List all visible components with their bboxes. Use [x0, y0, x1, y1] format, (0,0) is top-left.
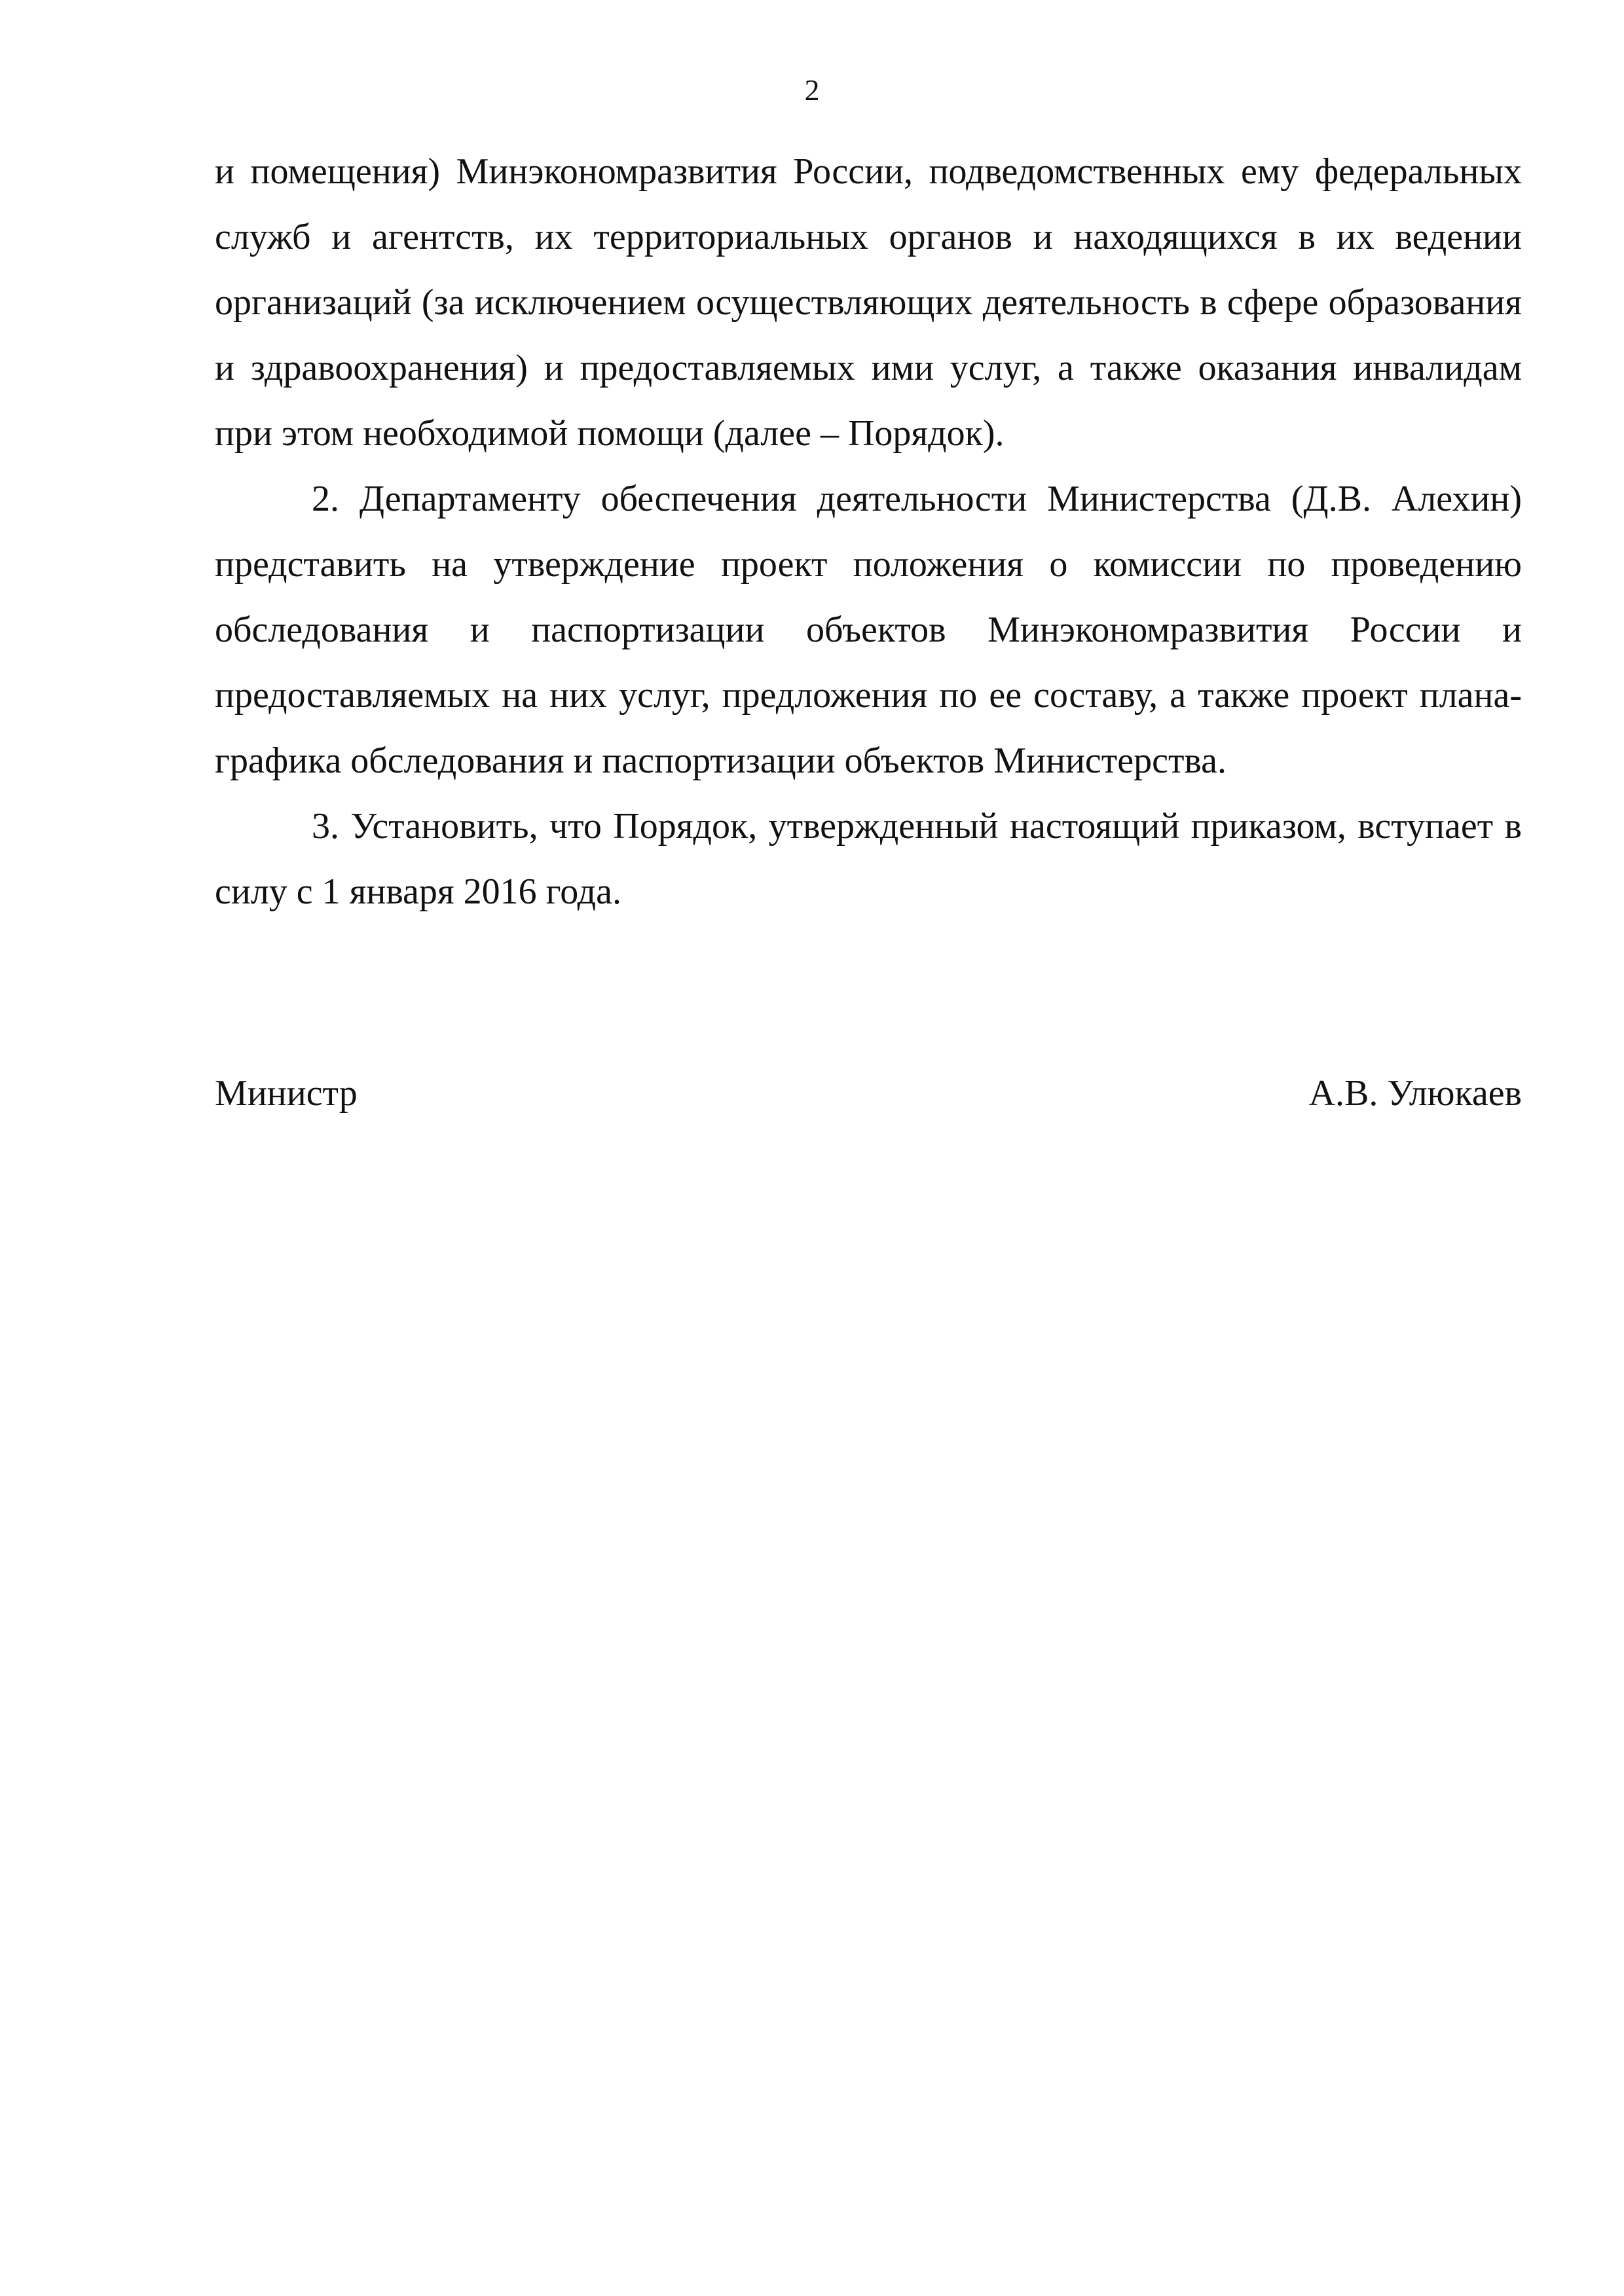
signatory-name: А.В. Улюкаев	[1308, 1073, 1522, 1114]
document-body	[215, 139, 1522, 924]
paragraph-item-2: 2. Департаменту обеспечения деятельности Министерства (Д.В. Алехин) представить на утверждение проект положения о комиссии по проведению обследования и паспортизации объектов Минэкономразвития России и предоставляемых на них услуг, предложения по ее составу, а также проект плана-графика обследования и паспортизации объектов Министерства.	[215, 479, 1522, 781]
paragraph-item-3: 3. Установить, что Порядок, утвержденный настоящий приказом, вступает в силу с 1 января 2016 года.	[215, 806, 1522, 912]
signature-block	[215, 1061, 1522, 1126]
signatory-position: Министр	[215, 1073, 358, 1114]
page-number: 2	[804, 73, 820, 107]
paragraph-continuation: и помещения) Минэкономразвития России, подведомственных ему федеральных служб и агентств, их территориальных органов и находящихся в их ведении организаций (за исключением осуществляющих деятельность в сфере образования и здравоохранения) и предоставляемых ими услуг, а также оказания инвалидам при этом необходимой помощи (далее – Порядок).	[215, 151, 1522, 454]
